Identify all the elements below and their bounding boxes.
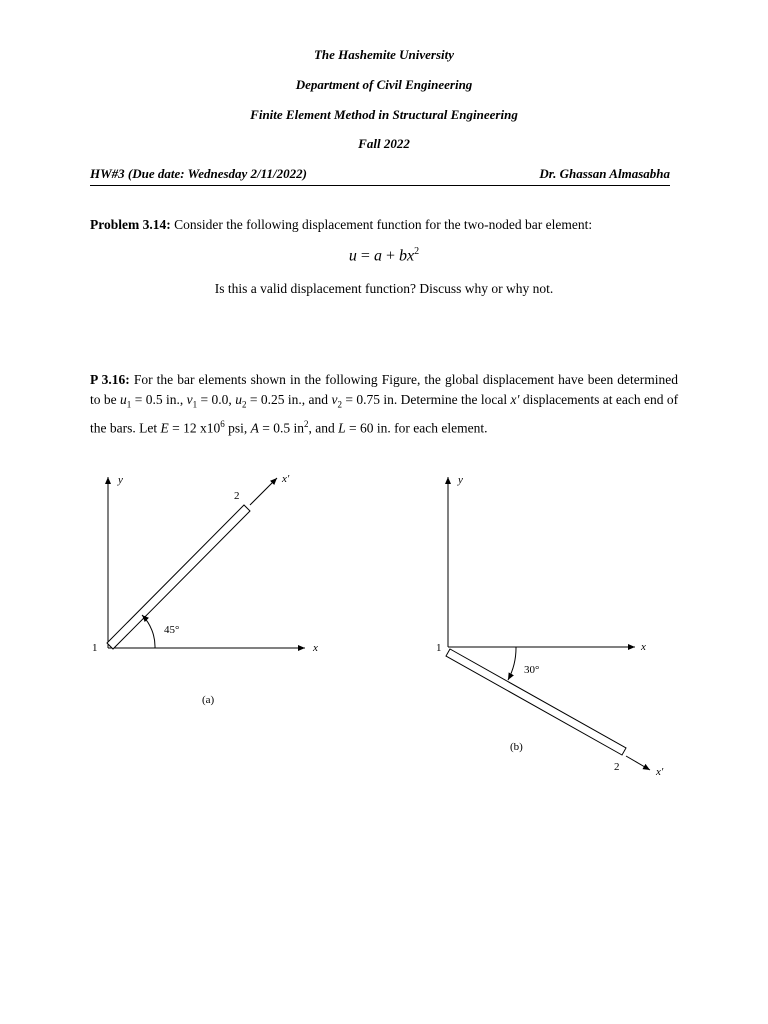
figure-b-node-2: 2 (614, 761, 620, 773)
homework-line (90, 166, 670, 186)
semester-title: Fall 2022 (358, 136, 410, 151)
p316-exp-6: 6 (220, 418, 225, 429)
figure-a-caption: (a) (202, 694, 215, 706)
displacement-equation (0, 246, 768, 265)
homework-due: HW#3 (Due date: Wednesday 2/11/2022) (90, 166, 307, 181)
problem-3-14-label: Problem 3.14: (90, 217, 171, 232)
eq-exponent: 2 (414, 246, 420, 257)
p316-exp-2: 2 (304, 418, 309, 429)
instructor-name: Dr. Ghassan Almasabha (539, 166, 670, 181)
p316-text-6: displacements at each end of the bars. Let (90, 391, 679, 436)
figure-b-angle-label: 30° (524, 664, 540, 676)
p316-text-5: = 0.75 in. Determine the local (345, 391, 508, 407)
eq-plus: + (385, 247, 395, 265)
p316-v1-sub: 1 (192, 399, 198, 410)
figure-b (420, 465, 690, 785)
p316-u1: u (120, 391, 127, 407)
figure-a-x-label: x (313, 642, 318, 654)
p316-text-4: = 0.25 in., and (249, 391, 329, 407)
figure-b-xprime-label: x′ (656, 766, 664, 778)
p316-v2-sub: 2 (337, 399, 342, 410)
p316-text-10: , and (308, 420, 335, 436)
eq-equals: = (360, 247, 370, 265)
p316-text-1: For the bar elements shown in the following Figure, the global displacement have been determined to be (90, 372, 679, 407)
p316-text-7: = 12 x10 (172, 420, 221, 436)
figure-b-angle-arc (508, 647, 516, 680)
figure-a-xprime-label: x′ (282, 473, 290, 485)
p316-v2: v (331, 391, 338, 407)
course-title: Finite Element Method in Structural Engineering (250, 107, 518, 122)
figure-b-node-1: 1 (436, 642, 442, 654)
p316-u2-sub: 2 (241, 399, 247, 410)
figure-b-caption: (b) (510, 741, 523, 753)
figure-a (80, 465, 340, 715)
figure-a-angle-label: 45° (164, 624, 180, 636)
p316-v1: v (186, 391, 193, 407)
figure-b-y-label: y (458, 474, 463, 486)
figure-b-x-label: x (641, 641, 646, 653)
p316-text-3: = 0.0, (200, 391, 232, 407)
problem-3-16 (90, 370, 678, 438)
p316-text-9: = 0.5 in (262, 420, 304, 436)
p316-l: L (338, 420, 346, 436)
figure-b-xprime-axis (626, 756, 650, 770)
figure-a-node-1: 1 (92, 642, 98, 654)
p316-text-11: = 60 in. for each element. (349, 420, 488, 436)
p316-text-8: psi, (228, 420, 248, 436)
p316-a: A (250, 420, 259, 436)
department-title: Department of Civil Engineering (295, 77, 473, 92)
university-title: The Hashemite University (313, 47, 455, 62)
p316-text-2: = 0.5 in., (134, 391, 184, 407)
eq-a: a (373, 247, 382, 265)
figure-a-angle-arc (142, 615, 155, 648)
figure-a-node-2: 2 (234, 490, 240, 502)
eq-bx: bx (398, 247, 415, 265)
problem-3-14-question: Is this a valid displacement function? Discuss why or why not. (214, 281, 554, 296)
p316-xprime: x′ (510, 391, 520, 407)
p316-u1-sub: 1 (126, 399, 132, 410)
problem-3-14 (90, 215, 678, 235)
problem-3-16-label: P 3.16: (90, 372, 130, 387)
p316-u2: u (235, 391, 242, 407)
problem-3-14-text: Consider the following displacement function for the two-noded bar element: (174, 217, 593, 232)
eq-u: u (348, 247, 357, 265)
figure-a-y-label: y (118, 474, 123, 486)
figure-a-xprime-axis (250, 478, 277, 505)
p316-e: E (160, 420, 169, 436)
